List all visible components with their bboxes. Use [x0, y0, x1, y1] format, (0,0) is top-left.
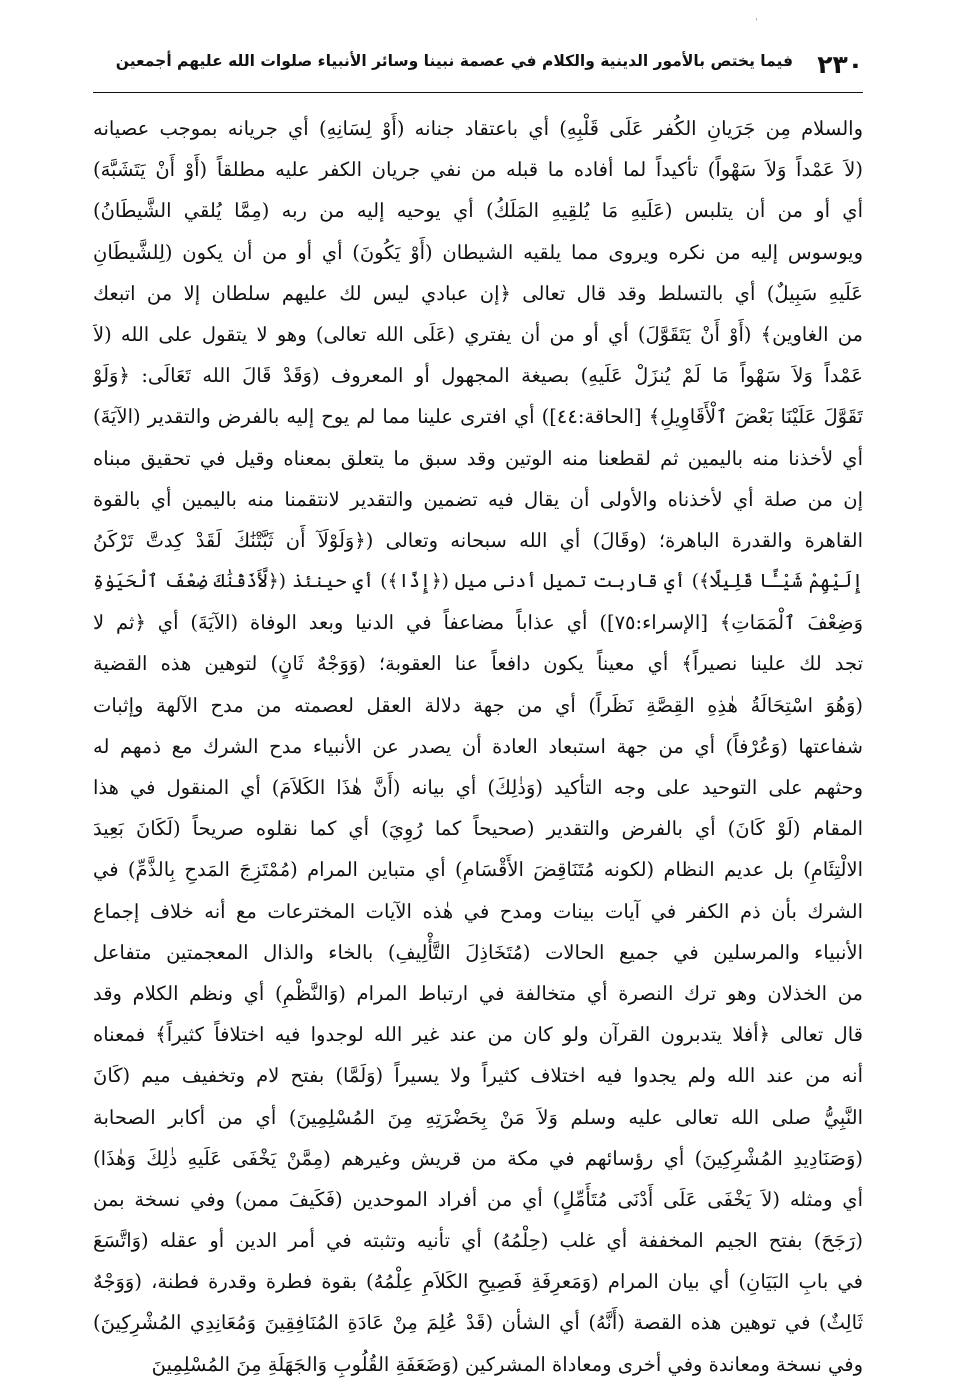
text-line: أي أو من أن يتلبس (عَلَيهِ مَا يُلقِيهِ المَلَكُ) أي يوحيه إليه من ربه (مِمَّا يُلقي الشَّيطَانُ): [93, 199, 863, 223]
text-line: عَمْداً وَلاَ سَهْواً مَا لَمْ يُنزَلْ عَلَيهِ) بصيغة المجهول أو المعروف (وَقَدْ قَالَ الله تَعَالَى: ﴿وَلَوْ: [93, 364, 863, 388]
text-line: في بابِ البَيَانِ) أي بيان المرام (وَمَعرِفَةِ فَصِيحِ الكَلاَمِ عِلْمُهُ) بقوة فطرة وقدرة فطنة، (وَوَجْهٌ: [93, 1270, 863, 1294]
text-line: تَقَوَّلَ عَلَيْنَا بَعْضَ ٱلْأَقَاوِيلِ﴾ [الحاقة:٤٤]) أي افترى علينا مما لم يوح إليه بالفرض والتقدير (الآيَةَ): [93, 405, 863, 429]
text-line: القاهرة والقدرة الباهرة؛ (وقَالَ) أي الله سبحانه وتعالى (﴿وَلَوْلَآ أَن ثَبَّتْنَٰكَ لَقَدْ كِدتَّ تَرْكَنُ: [93, 528, 863, 552]
text-line: ثَالِثٌ) في توهين هذه القصة (أَنَّهُ) أي الشأن (قَدْ عُلِمَ مِنْ عَادَةِ المُنَافِقِينَ وَمُعَانِدِي المُشْرِكِينَ): [93, 1311, 863, 1335]
text-line: قال تعالى ﴿أفلا يتدبرون القرآن ولو كان من عند غير الله لوجدوا فيه اختلافاً كثيراً﴾ فمعناه: [93, 1023, 863, 1047]
text-line: (لاَ عَمْداً وَلاَ سَهْواً) تأكيداً لما أفاده ما قبله من نفي جريان الكفر عليه مطلقاً (أَوْ أَنْ يَتَشَبَّهَ): [93, 158, 863, 182]
text-line: أنه من عند الله ولم يجدوا فيه اختلاف كثيراً ولا يسيراً (وَلَمَّا) بفتح لام وتخفيف ميم (كَانَ: [93, 1064, 863, 1088]
text-line: أي ومثله (لاَ يَخْفَى عَلَى أَدْنَى مُتَأَمِّلٍ) أي من أفراد الموحدين (فَكَيفَ ممن) وفي نسخة بمن: [93, 1187, 863, 1211]
text-line: تجد لك علينا نصيراً﴾ أي معيناً يكون دافعاً عنا العقوبة؛ (وَوَجْهٌ ثَانٍ) لتوهين هذه القضية: [93, 652, 863, 676]
corner-mark: ˈ: [755, 18, 758, 29]
text-line: النَّبِيُّ صلى الله تعالى عليه وسلم وَلاَ مَنْ بِحَضْرَتِهِ مِنَ المُسْلِمِينَ) أي من أكابر الصحابة: [93, 1105, 863, 1129]
text-line: والسلام مِن جَرَيانِ الكُفر عَلَى قَلْبِهِ) أي باعتقاد جنانه (أَوْ لِسَانِهِ) أي جريانه بموجب عصيانه: [93, 117, 863, 140]
text-line: من الغاوين﴾ (أَوْ أَنْ يَتَقَوَّلَ) أي أو من أن يفتري (عَلَى الله تعالى) وهو لا يتقول على الله (لاَ: [93, 322, 863, 346]
text-line: إن من صلة أي لأخذناه والأولى أن يقال فيه تضمين والتقدير لانتقمنا منه باليمين أي بالقوة: [93, 487, 863, 511]
text-line: من الخذلان وهو ترك النصرة أي متخالفة في ارتباط المرام (وَالنَّظْمِ) أي ونظم الكلام وقد: [93, 981, 863, 1005]
text-line: إِلَيْهِمْ شَيْـًٔا قَلِيلًا﴾) أي قاربت تميل أدنى ميل (﴿إِذًا﴾) أي حينئذ (﴿لَّأَذَقْنَٰكَ ضِعْفَ ٱلْحَيَوٰةِ: [93, 571, 863, 593]
text-line: المقام (لَوْ كَانَ) أي بالفرض والتقدير (صحيحاً كما رُوِيَ) أي كما نقلوه صريحاً (لَكَانَ بَعِيدَ: [93, 817, 863, 841]
text-line: الشرك بأن ذم الكفر في آيات بينات ومدح في هٰذه الآيات المخترعات مع أنه خلاف إجماع: [93, 899, 863, 923]
running-title: فيما يختص بالأمور الدينية والكلام في عصمة نبينا وسائر الأنبياء صلوات الله عليهم أجمعين: [115, 52, 793, 70]
text-line: وحثهم على التوحيد على وجه التأكيد (وَذٰلِكَ) أي بيانه (أَنَّ هٰذَا الكَلاَمَ) أي المنقول في هذا: [93, 776, 863, 799]
text-line: أي لأخذنا منه باليمين ثم لقطعنا منه الوتين وقد سبق ما يتعلق بمعناه وقيل في تحقيق مبناه: [93, 446, 863, 470]
text-line: (وَهُوَ اسْتِحَالَةُ هٰذِهِ القِصَّةِ نَظَراً) أي من جهة دلالة العقل لعصمته من مدح الآلهة وإثبات: [93, 693, 863, 717]
text-line: وفي نسخة ومعاندة وفي أخرى ومعاداة المشركين (وَضَعَفَةِ القُلُوبِ وَالجَهَلَةِ مِنَ المُسْلِمِينَ: [151, 1352, 863, 1376]
text-line: شفاعتها (وَعُرْفاً) أي من جهة استبعاد العادة أن يصدر عن الأنبياء مدح الشرك مع ذمهم له: [93, 734, 863, 758]
text-line: ويوسوس إليه من نكره ويروى مما يلقيه الشيطان (أَوْ يَكُونَ) أي أو من أن يكون (لِلشَّيطَانِ: [93, 240, 863, 264]
text-line: وَضِعْفَ ٱلْمَمَاتِ﴾ [الإسراء:٧٥]) أي عذاباً مضاعفاً في الدنيا وبعد الوفاة (الآيَةَ) أي ﴿ثم لا: [93, 611, 863, 635]
page-header: [93, 44, 863, 93]
page-number: ٢٣٠: [817, 50, 863, 79]
text-line: الأنبياء والمرسلين في جميع الحالات (مُتَخَاذِلَ التَّأْلِيفِ) بالخاء والذال المعجمتين متفاعل: [93, 940, 863, 964]
body-text: [93, 108, 863, 1385]
text-line: عَلَيهِ سَبِيلٌ) أي بالتسلط وقد قال تعالى ﴿إن عبادي ليس لك عليهم سلطان إلا من اتبعك: [93, 281, 863, 305]
text-line: (رَجَحَ) بفتح الجيم المخففة أي غلب (حِلْمُهُ) أي تأنيه وتثبته في أمر الدين أو عقله (وَاتَّسَعَ: [93, 1229, 863, 1253]
text-line: (وَصَنَادِيدِ المُشْرِكِينَ) أي رؤسائهم في مكة من قريش وغيرهم (مِمَّنْ يَخْفَى عَلَيهِ ذٰلِكَ وَهٰذَا): [93, 1146, 863, 1170]
text-line: الالْتِئَامِ) بل عديم النظام (لكونه مُتَنَاقِضَ الأَقْسَامِ) أي متباين المرام (مُمْتَزِجَ المَدحِ بِالذَّمِّ) في: [93, 858, 863, 882]
